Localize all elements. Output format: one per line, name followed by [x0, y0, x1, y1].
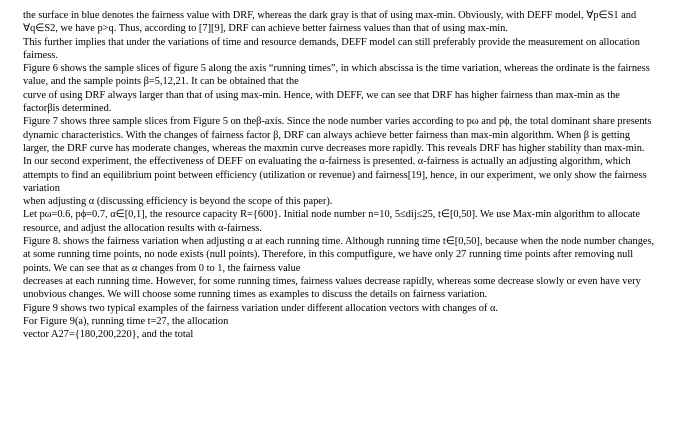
paragraph-figure8: Figure 8. shows the fairness variation when adjusting α at each running time. Although running time t∈[0,50], because when the node number changes, at some running time points, no node exists (null points). Therefore, in this computfigure, we have only 27 running time points after removing null points. We can see that as α changes from 0 to 1, the fairness value	[23, 236, 655, 274]
document-body	[23, 9, 658, 341]
paragraph-allocation-vector: vector A27={180,200,220}, and the total	[23, 329, 194, 341]
paragraph-parameters: Let pω=0.6, pϕ=0.7, α∈[0,1], the resource capacity R={600}. Initial node number n=10, 5≤dij≤25, t∈[0,50]. We use Max-min algorithm to allocate resource, and adjust the allocation results with α-fairness.	[23, 209, 640, 234]
paragraph-figure9: Figure 9 shows two typical examples of the fairness variation under different allocation vectors with changes of α.	[23, 302, 499, 314]
paragraph-figure9a: For Figure 9(a), running time t=27, the allocation	[23, 315, 229, 327]
paragraph-alpha-adjusting: when adjusting α (discussing efficiency is beyond the scope of this paper).	[23, 196, 333, 208]
paragraph-figure6-intro: Figure 6 shows the sample slices of figure 5 along the axis “running times”, in which abscissa is the time variation, whereas the ordinate is the fairness value, and the sample points β=5,12,21. It can be obtained that the	[23, 63, 650, 88]
paragraph-second-experiment: In our second experiment, the effectiveness of DEFF on evaluating the α-fairness is presented. α-fairness is actually an adjusting algorithm, which attempts to find an equilibrium point between efficiency (utilization or revenue) and fairness[19], hence, in our experiment, we only show the fairness variation	[23, 156, 647, 194]
paragraph-fairness-surface: the surface in blue denotes the fairness value with DRF, whereas the dark gray is that of using max-min. Obviously, with DEFF model, ∀p∈S1 and ∀q∈S2, we have p>q. Thus, according to [7][9], DRF can achieve better fairness values than that of using max-min.	[23, 10, 637, 35]
paragraph-figure6-result: curve of using DRF always larger than that of using max-min. Hence, with DEFF, we can see that DRF has higher fairness than max-min as the factorβis determined.	[23, 89, 620, 115]
paragraph-measurement-implication: This further implies that under the variations of time and resource demands, DEFF model can still preferably provide the measurement on allocation fairness.	[23, 36, 640, 61]
paragraph-fairness-decrease: decreases at each running time. However, for some running times, fairness values decrease rapidly, whereas some decrease slowly or even have very unobvious changes. We will choose some running times as examples to discuss the details on fairness variation.	[23, 275, 641, 301]
paragraph-figure7: Figure 7 shows three sample slices from Figure 5 on theβ-axis. Since the node number varies according to pω and pϕ, the total dominant share presents dynamic characteristics. With the changes of fairness factor β, DRF can always achieve better fairness than max-min algorithm. When β is getting larger, the DRF curve has moderate changes, whereas the maxmin curve decreases more rapidly. This reveals DRF has higher stability than max-min.	[23, 116, 652, 154]
